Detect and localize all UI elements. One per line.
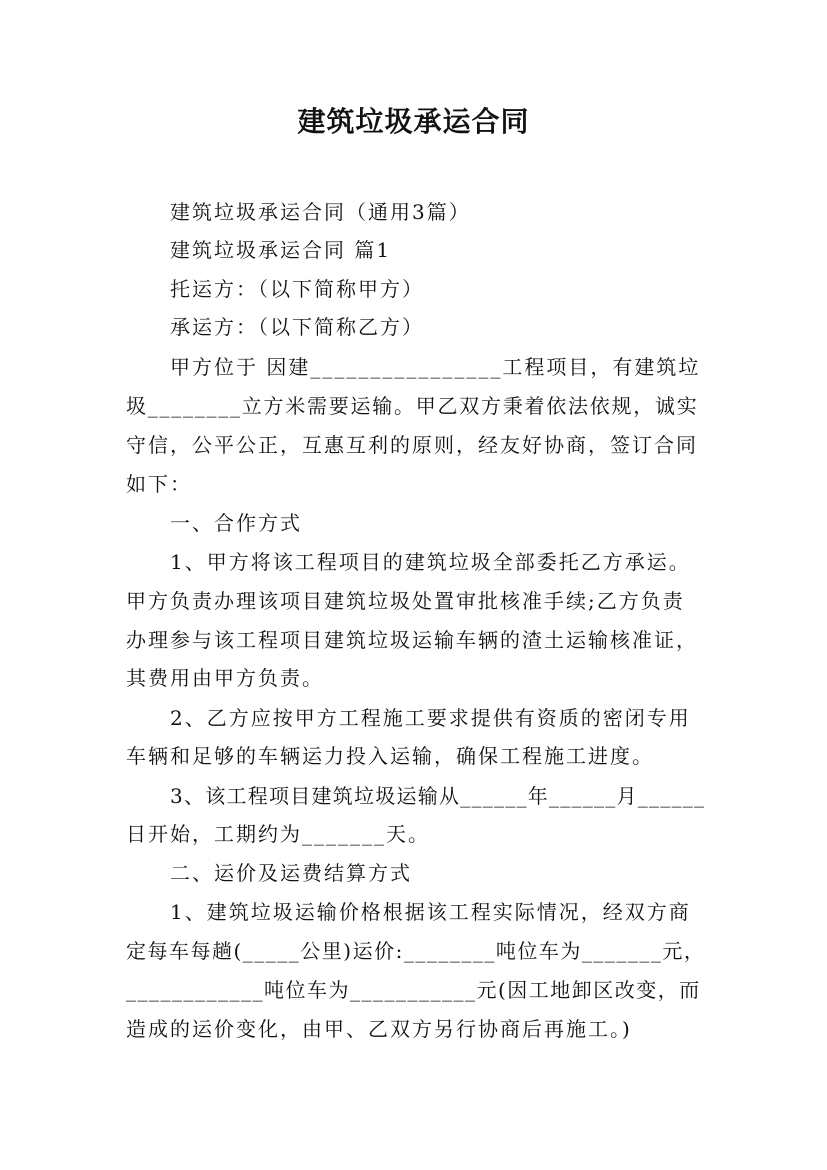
paragraph-line: 造成的运价变化，由甲、乙双方另行协商后再施工。) bbox=[126, 1017, 632, 1041]
paragraph-line: 车辆和足够的车辆运力投入运输，确保工程施工进度。 bbox=[126, 744, 654, 768]
paragraph-line: 甲方负责办理该项目建筑垃圾处置审批核准手续;乙方负责 bbox=[126, 589, 685, 613]
paragraph-line: 3、该工程项目建筑垃圾运输从______年______月______ bbox=[170, 784, 706, 808]
document-title: 建筑垃圾承运合同 bbox=[297, 105, 530, 138]
section-heading: 建筑垃圾承运合同 篇1 bbox=[170, 238, 392, 262]
clause-heading: 二、运价及运费结算方式 bbox=[170, 861, 412, 885]
paragraph-line: 其费用由甲方负责。 bbox=[126, 666, 324, 690]
paragraph-line: 1、甲方将该工程项目的建筑垃圾全部委托乙方承运。 bbox=[170, 550, 691, 574]
party-b-line: 承运方：（以下简称乙方） bbox=[170, 315, 424, 339]
clause-heading: 一、合作方式 bbox=[170, 511, 302, 535]
party-a-line: 托运方：（以下简称甲方） bbox=[170, 277, 424, 301]
paragraph-line: 圾________立方米需要运输。甲乙双方秉着依法依规，诚实 bbox=[126, 394, 699, 418]
paragraph-line: 定每车每趟(_____公里)运价:________吨位车为_______元， bbox=[126, 939, 706, 963]
paragraph-line: 甲方位于 因建________________工程项目，有建筑垃 bbox=[170, 355, 701, 379]
paragraph-line: ____________吨位车为___________元(因工地卸区改变，而 bbox=[126, 978, 701, 1002]
paragraph-line: 2、乙方应按甲方工程施工要求提供有资质的密闭专用 bbox=[170, 706, 691, 730]
paragraph-line: 1、建筑垃圾运输价格根据该工程实际情况，经双方商 bbox=[170, 900, 691, 924]
paragraph-line: 日开始，工期约为_______天。 bbox=[126, 822, 430, 846]
paragraph-line: 如下： bbox=[126, 472, 192, 496]
paragraph-line: 办理参与该工程项目建筑垃圾运输车辆的渣土运输核准证， bbox=[126, 628, 698, 652]
subtitle-line: 建筑垃圾承运合同（通用3篇） bbox=[170, 200, 471, 224]
paragraph-line: 守信，公平公正，互惠互利的原则，经友好协商，签订合同 bbox=[126, 433, 698, 457]
